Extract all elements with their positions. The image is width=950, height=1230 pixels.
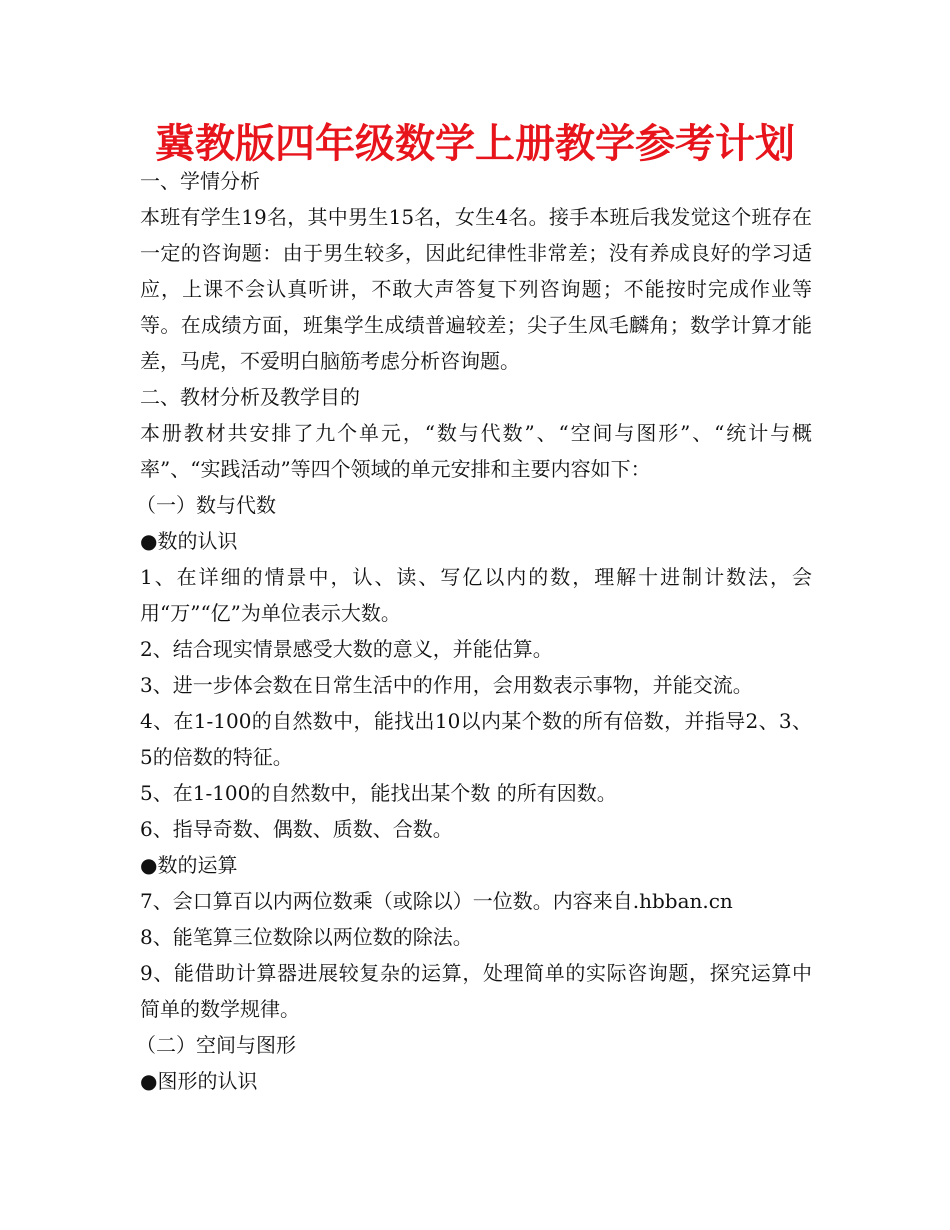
- bullet-heading-number-recognition: ●数的认识: [140, 529, 238, 553]
- list-item-4: 4、在1-100的自然数中，能找出10以内某个数的所有倍数，并指导2、3、5的倍数的特征。: [140, 709, 812, 769]
- document-title: 冀教版四年级数学上册教学参考计划: [155, 121, 795, 167]
- section-heading-1: 一、学情分析: [140, 169, 260, 193]
- list-item-2: 2、结合现实情景感受大数的意义，并能估算。: [140, 637, 553, 661]
- paragraph-class-analysis: 本班有学生19名，其中男生15名，女生4名。接手本班后我发觉这个班存在一定的咨询题：由于男生较多，因此纪律性非常差；没有养成良好的学习适应，上课不会认真听讲，不敢大声答复下列咨询题；不能按时完成作业等等。在成绩方面，班集学生成绩普遍较差；尖子生凤毛麟角；数学计算才能差，马虎，不爱明白脑筋考虑分析咨询题。: [140, 205, 812, 373]
- list-item-8: 8、能笔算三位数除以两位数的除法。: [140, 925, 473, 949]
- list-item-3: 3、进一步体会数在日常生活中的作用，会用数表示事物，并能交流。: [140, 673, 753, 697]
- section-heading-2: 二、教材分析及教学目的: [140, 385, 360, 409]
- bullet-heading-shape-recognition: ●图形的认识: [140, 1069, 258, 1093]
- list-item-6: 6、指导奇数、偶数、质数、合数。: [140, 817, 453, 841]
- subsection-heading-2: （二）空间与图形: [136, 1033, 296, 1057]
- subsection-heading-1: （一）数与代数: [136, 493, 276, 517]
- list-item-1: 1、在详细的情景中，认、读、写亿以内的数，理解十进制计数法，会用“万”“亿”为单位表示大数。: [140, 565, 812, 625]
- paragraph-textbook-overview: 本册教材共安排了九个单元，“数与代数”、“空间与图形”、“统计与概率”、“实践活动”等四个领域的单元安排和主要内容如下：: [140, 421, 812, 481]
- list-item-5: 5、在1-100的自然数中，能找出某个数 的所有因数。: [140, 781, 617, 805]
- bullet-heading-number-operations: ●数的运算: [140, 853, 238, 877]
- list-item-9: 9、能借助计算器进展较复杂的运算，处理简单的实际咨询题，探究运算中简单的数学规律。: [140, 961, 812, 1021]
- list-item-7: 7、会口算百以内两位数乘（或除以）一位数。内容来自.hbban.cn: [140, 889, 733, 913]
- document-body: [136, 163, 812, 1099]
